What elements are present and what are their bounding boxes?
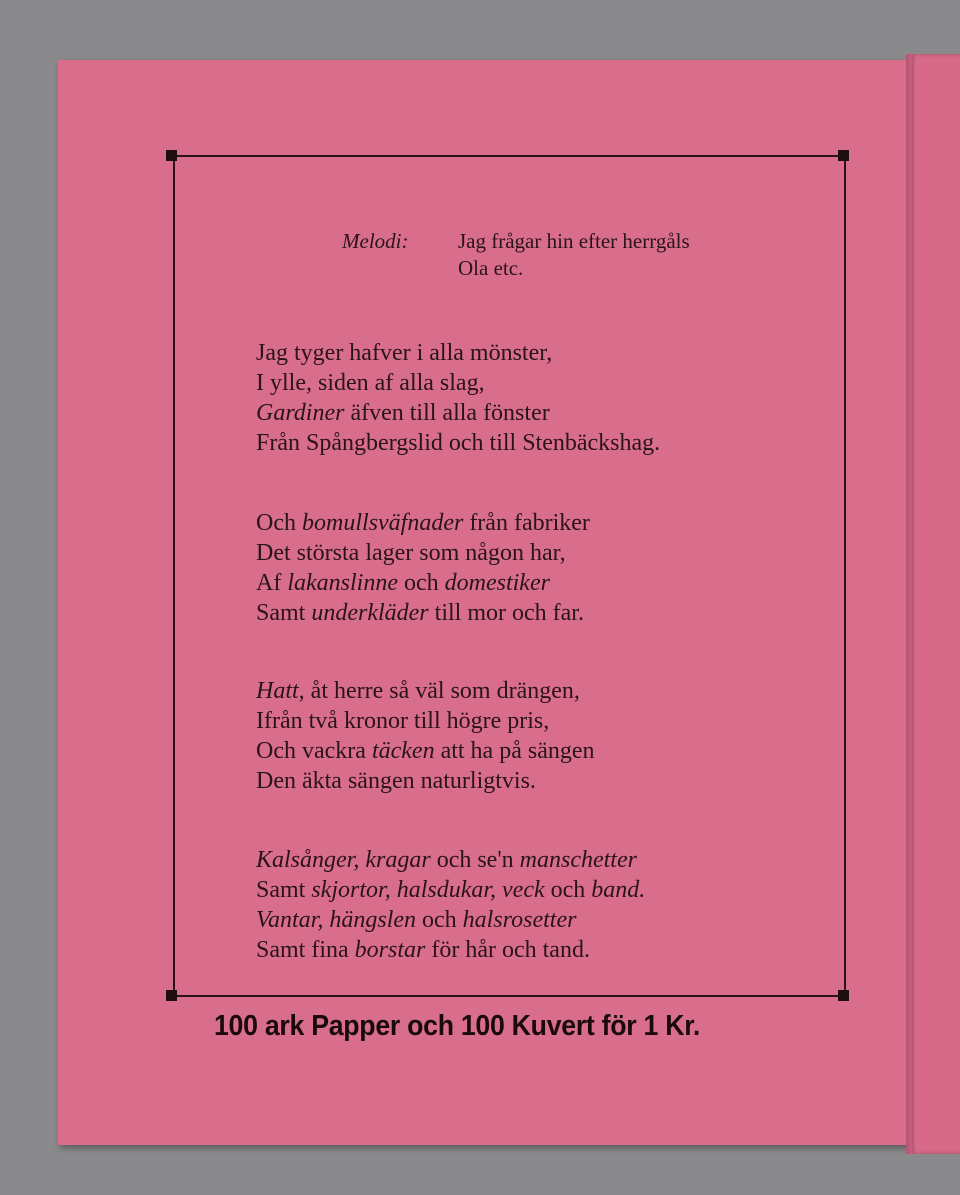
frame-bottom-rule — [170, 995, 848, 997]
verse-line — [256, 706, 595, 736]
verse-line — [256, 676, 595, 706]
verse-italic-run: manschetter — [519, 847, 637, 873]
verse-line — [256, 568, 590, 598]
frame-left-rule — [173, 155, 175, 997]
verse-run: och se'n — [430, 847, 520, 873]
verse-italic-run: halsrosetter — [462, 907, 577, 933]
verse-run: Ifrån två kronor till högre pris, — [256, 708, 550, 734]
verse-run: från fabriker — [463, 510, 590, 536]
verse-line — [256, 398, 660, 428]
frame-corner-bottom-right — [838, 990, 849, 1001]
frame-right-rule — [844, 155, 846, 997]
verse-italic-run: skjortor, halsdukar, veck — [311, 877, 545, 903]
verse-line — [256, 766, 595, 796]
verse-line — [256, 338, 660, 368]
verse-line — [256, 875, 645, 905]
melody-title-line-2: Ola etc. — [458, 256, 524, 280]
verse-line — [256, 538, 590, 568]
verse-run: Jag tyger hafver i alla mönster, — [256, 340, 553, 366]
verse-run: Samt fina — [256, 937, 355, 963]
verse-line — [256, 598, 590, 628]
verse-run: till mor och far. — [428, 600, 584, 626]
verse-line — [256, 845, 645, 875]
verse-run: Och — [256, 510, 302, 536]
frame-corner-bottom-left — [166, 990, 177, 1001]
stanza — [256, 508, 590, 628]
verse-italic-run: borstar — [354, 937, 426, 963]
verse-line — [256, 508, 590, 538]
verse-run: och — [397, 570, 445, 596]
verse-italic-run: domestiker — [444, 570, 550, 596]
verse-run: Och vackra — [256, 738, 372, 764]
melody-label: Melodi: — [342, 229, 409, 253]
verse-line — [256, 935, 645, 965]
verse-italic-run: täcken — [371, 738, 435, 764]
verse-italic-run: Gardiner — [256, 400, 345, 426]
verse-italic-run: lakanslinne — [287, 570, 398, 596]
verse-run: Det största lager som någon har, — [256, 540, 566, 566]
verse-line — [256, 905, 645, 935]
booklet-next-page — [914, 54, 960, 1154]
verse-italic-run: Hatt, — [256, 678, 305, 704]
verse-italic-run: bomullsväfnader — [301, 510, 464, 536]
verse-run: Samt — [256, 877, 312, 903]
verse-italic-run: underkläder — [311, 600, 429, 626]
verse-italic-run: Kalsånger, kragar — [256, 847, 431, 873]
frame-corner-top-left — [166, 150, 177, 161]
verse-line — [256, 368, 660, 398]
footer-advertisement: 100 ark Papper och 100 Kuvert för 1 Kr. — [214, 1010, 701, 1042]
frame-corner-top-right — [838, 150, 849, 161]
verse-run: Af — [256, 570, 288, 596]
verse-line — [256, 736, 595, 766]
verse-italic-run: Vantar, hängslen — [256, 907, 417, 933]
verse-run: för hår och tand. — [425, 937, 590, 963]
stanza — [256, 845, 645, 965]
frame-top-rule — [170, 155, 848, 157]
verse-run: Samt — [256, 600, 312, 626]
verse-run: att ha på sängen — [434, 738, 595, 764]
verse-run: äfven till alla fönster — [344, 400, 550, 426]
verse-run: åt herre så väl som drängen, — [304, 678, 580, 704]
verse-run: Från Spångbergslid och till Stenbäckshag. — [256, 430, 661, 456]
melody-title-line-1: Jag frågar hin efter herrgåls — [458, 229, 690, 253]
verse-run: och — [544, 877, 592, 903]
verse-line — [256, 428, 660, 458]
stanza — [256, 338, 660, 458]
verse-run: I ylle, siden af alla slag, — [256, 370, 485, 396]
stanza — [256, 676, 595, 796]
verse-run: och — [416, 907, 463, 933]
verse-italic-run: band. — [591, 877, 646, 903]
verse-run: Den äkta sängen naturligtvis. — [256, 768, 536, 794]
